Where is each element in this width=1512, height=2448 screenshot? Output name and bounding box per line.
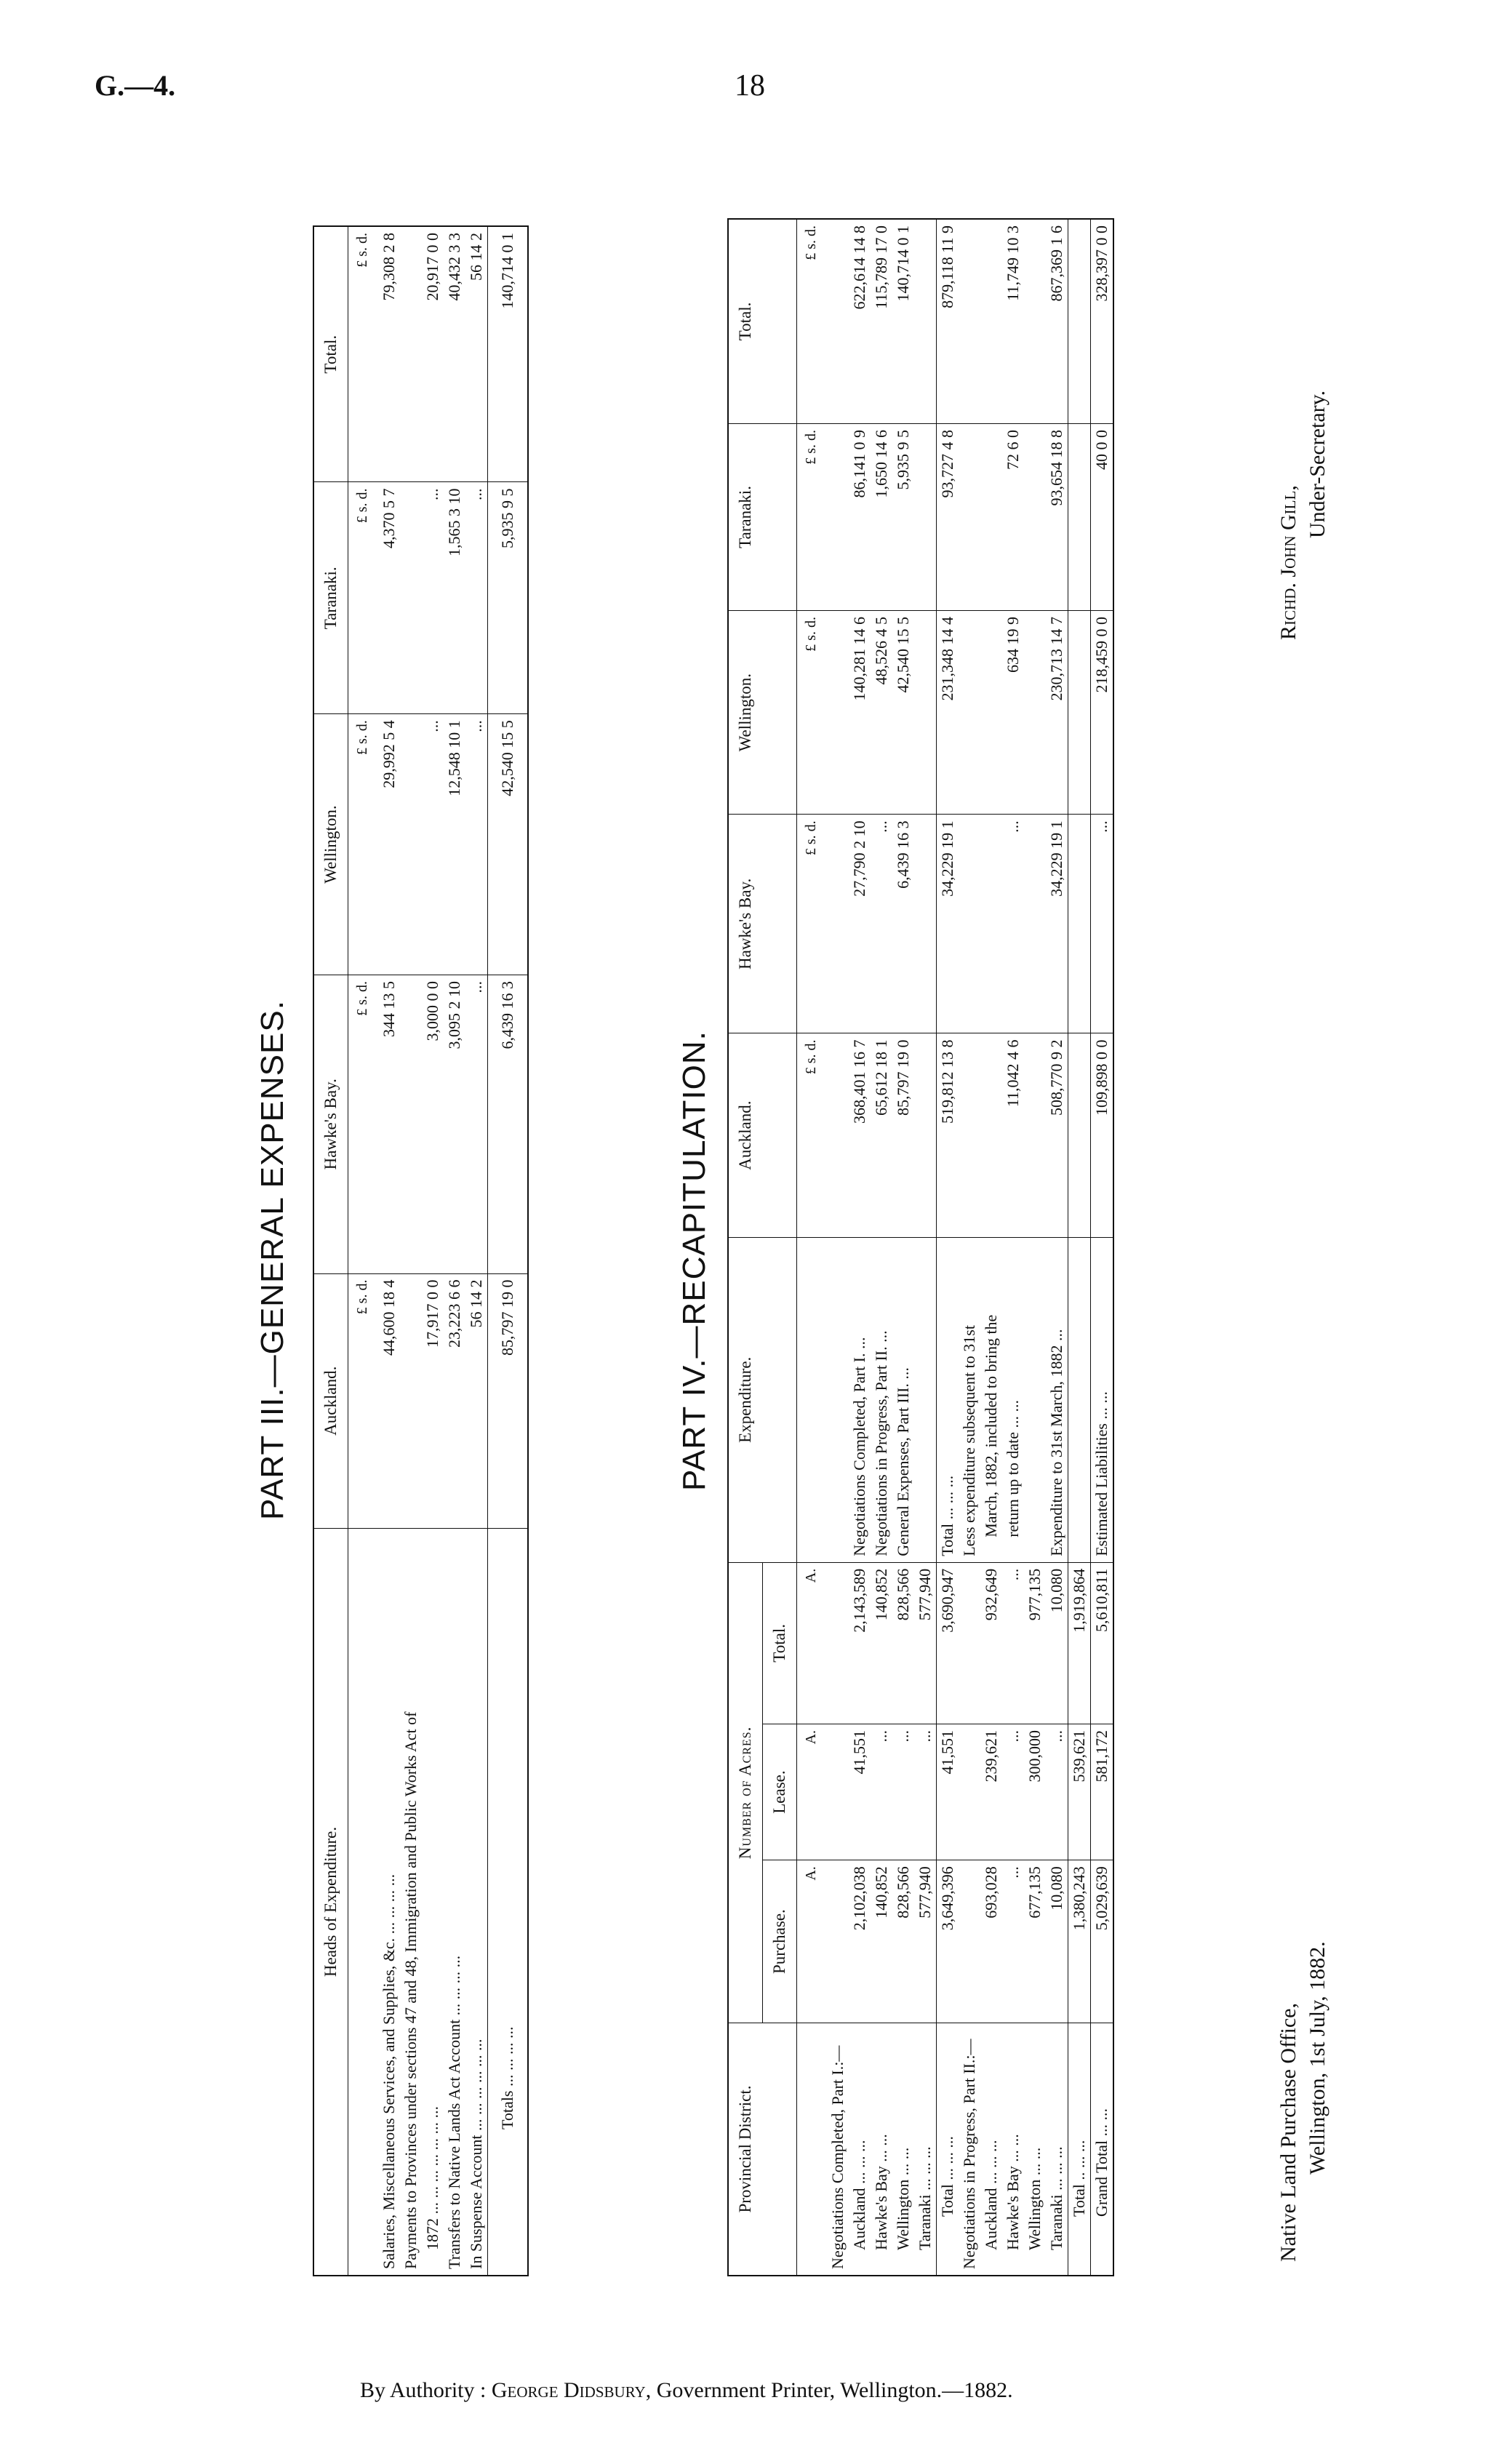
p4-cell	[1024, 423, 1046, 610]
imprint	[360, 2378, 1013, 2403]
table-row	[465, 226, 488, 2276]
p4-cell: 5,935 9 5	[892, 423, 914, 610]
p4-district: Taranaki ... ... ...	[916, 2146, 934, 2250]
p4-cell: ...	[871, 815, 892, 1033]
p4-cell: 828,566	[892, 1562, 914, 1724]
p4-expenditure	[1068, 1237, 1091, 1562]
p4-col-wellington: Wellington.	[728, 611, 797, 815]
table-row	[914, 219, 937, 2276]
p4-cell: 693,028	[980, 1860, 1002, 2023]
p4-col-lease: Lease.	[763, 1724, 797, 1860]
p4-cell: 85,797 19 0	[892, 1033, 914, 1237]
p4-col-auckland: Auckland.	[728, 1033, 797, 1237]
p4-cell: 328,397 0 0	[1091, 219, 1114, 423]
p4-cell	[1068, 815, 1091, 1033]
p4-cell: 34,229 19 1	[1046, 815, 1068, 1033]
p4-cell: 93,727 4 8	[937, 423, 959, 610]
p4-cell	[959, 1860, 980, 2023]
p3-cell: 40,432 3 3	[444, 226, 465, 482]
p4-cell	[980, 815, 1002, 1033]
p3-cell	[400, 482, 422, 714]
p4-cell	[1024, 219, 1046, 423]
p3-total-cell: 140,714 0 1	[488, 226, 529, 482]
table-row	[937, 219, 959, 2276]
p4-cell	[1068, 611, 1091, 815]
p4-cell: ...	[914, 1724, 937, 1860]
p4-cell: 109,898 0 0	[1091, 1033, 1114, 1237]
p4-expenditure: Less expenditure subsequent to 31st	[959, 1237, 980, 1562]
p4-expenditure: Total ... ... ...	[937, 1237, 959, 1562]
p4-cell	[1024, 611, 1046, 815]
p4-cell	[827, 423, 849, 610]
p4-cell: 622,614 14 8	[849, 219, 871, 423]
p4-acre-unit: A.	[797, 1562, 828, 1724]
p4-money-unit: £ s. d.	[797, 815, 828, 1033]
p3-head: 1872 ... ... ... ... ... ... ...	[423, 2106, 441, 2250]
p4-col-acres: Number of Acres.	[728, 1562, 763, 2023]
office-line-2: Wellington, 1st July, 1882.	[1305, 1941, 1329, 2175]
imprint-prefix: By Authority :	[360, 2378, 487, 2402]
p4-col-expenditure: Expenditure.	[728, 1237, 797, 1562]
p4-cell: 140,852	[871, 1562, 892, 1724]
imprint-suffix: , Government Printer, Wellington.—1882.	[645, 2378, 1013, 2402]
p4-cell	[827, 1860, 849, 2023]
p3-total-cell: 5,935 9 5	[488, 482, 529, 714]
p4-expenditure	[914, 1237, 937, 1562]
p4-cell	[959, 423, 980, 610]
p3-cell: 4,370 5 7	[378, 482, 400, 714]
p4-cell: 10,080	[1046, 1562, 1068, 1724]
printer-name: George Didsbury	[491, 2378, 646, 2402]
p4-cell: 3,690,947	[937, 1562, 959, 1724]
p4-cell: 48,526 4 5	[871, 611, 892, 815]
document-reference: G.—4.	[95, 69, 176, 102]
p3-cell: 29,992 5 4	[378, 714, 400, 975]
p4-district: Hawke's Bay ... ...	[872, 2134, 890, 2250]
signatory-name: Richd. John Gill,	[1276, 485, 1300, 640]
p4-cell	[914, 1033, 937, 1237]
p4-cell	[959, 1033, 980, 1237]
p4-expenditure: General Expenses, Part III. ...	[892, 1237, 914, 1562]
p4-expenditure: return up to date ... ...	[1002, 1237, 1024, 1562]
p4-cell: 230,713 14 7	[1046, 611, 1068, 815]
p4-cell	[914, 219, 937, 423]
p4-cell	[1024, 815, 1046, 1033]
p4-cell: 40 0 0	[1091, 423, 1114, 610]
p4-cell: 34,229 19 1	[937, 815, 959, 1033]
p4-expenditure: March, 1882, included to bring the	[980, 1237, 1002, 1562]
p4-cell	[914, 815, 937, 1033]
p4-cell: 11,749 10 3	[1002, 219, 1024, 423]
p4-col-purchase: Purchase.	[763, 1860, 797, 2023]
p4-cell: 140,852	[871, 1860, 892, 2023]
p4-district: Negotiations Completed, Part I.:—	[828, 2045, 847, 2269]
p4-cell	[980, 423, 1002, 610]
p4-cell: 42,540 15 5	[892, 611, 914, 815]
p3-cell: 20,917 0 0	[422, 226, 444, 482]
p4-expenditure	[827, 1237, 849, 1562]
p4-cell: 5,029,639	[1091, 1860, 1114, 2023]
table-row	[980, 219, 1002, 2276]
p4-cell: ...	[1002, 1562, 1024, 1724]
p3-cell: ...	[422, 714, 444, 975]
p4-cell	[959, 611, 980, 815]
p3-cell: 56 14 2	[465, 226, 488, 482]
office-line-1: Native Land Purchase Office,	[1276, 2003, 1300, 2262]
p4-cell: ...	[1002, 1860, 1024, 2023]
p4-cell	[980, 219, 1002, 423]
p4-cell	[959, 1562, 980, 1724]
p4-cell: 977,135	[1024, 1562, 1046, 1724]
p3-cell: 344 13 5	[378, 975, 400, 1273]
p4-cell: 508,770 9 2	[1046, 1033, 1068, 1237]
p3-unit: £ s. d.	[348, 714, 379, 975]
p3-cell	[400, 1273, 422, 1528]
p3-cell	[400, 975, 422, 1273]
p4-cell: 677,135	[1024, 1860, 1046, 2023]
p4-cell: ...	[1002, 815, 1024, 1033]
p4-cell: 41,551	[937, 1724, 959, 1860]
p3-cell: ...	[465, 482, 488, 714]
p4-col-hawkes-bay: Hawke's Bay.	[728, 815, 797, 1033]
part3-table	[313, 225, 529, 2276]
p3-head: Salaries, Miscellaneous Services, and Supplies, &c. ... ... ... ...	[380, 1873, 398, 2269]
p3-cell: 23,223 6 6	[444, 1273, 465, 1528]
p3-cell: ...	[465, 975, 488, 1273]
p4-cell: 519,812 13 8	[937, 1033, 959, 1237]
p4-cell: 86,141 0 9	[849, 423, 871, 610]
p3-col-auckland: Auckland.	[313, 1273, 348, 1528]
p4-cell: 11,042 4 6	[1002, 1033, 1024, 1237]
p4-cell	[980, 1033, 1002, 1237]
p3-total-cell: 6,439 16 3	[488, 975, 529, 1273]
p4-cell	[1068, 219, 1091, 423]
rotated-sheet	[145, 153, 1367, 2305]
p4-cell: 140,714 0 1	[892, 219, 914, 423]
p4-cell: 1,919,864	[1068, 1562, 1091, 1724]
p4-money-unit: £ s. d.	[797, 423, 828, 610]
p4-money-unit: £ s. d.	[797, 219, 828, 423]
p4-acre-unit: A.	[797, 1724, 828, 1860]
p4-cell: 828,566	[892, 1860, 914, 2023]
table-row	[1068, 219, 1091, 2276]
p4-cell: ...	[1091, 815, 1114, 1033]
p4-cell	[914, 611, 937, 815]
p4-cell	[827, 1724, 849, 1860]
p3-cell: 3,095 2 10	[444, 975, 465, 1273]
p4-cell: 634 19 9	[1002, 611, 1024, 815]
p4-cell: 3,649,396	[937, 1860, 959, 2023]
table-row	[1002, 219, 1024, 2276]
p4-col-district: Provincial District.	[728, 2023, 797, 2276]
p3-cell: 79,308 2 8	[378, 226, 400, 482]
p3-col-taranaki: Taranaki.	[313, 482, 348, 714]
p4-cell	[827, 815, 849, 1033]
p4-expenditure: Negotiations in Progress, Part II. ...	[871, 1237, 892, 1562]
p4-cell	[1068, 423, 1091, 610]
p4-col-taranaki: Taranaki.	[728, 423, 797, 610]
p4-expenditure	[1024, 1237, 1046, 1562]
p4-district: Auckland ... ... ...	[850, 2140, 868, 2250]
p3-col-wellington: Wellington.	[313, 714, 348, 975]
p4-cell: 539,621	[1068, 1724, 1091, 1860]
p4-district: Total ... ... ...	[937, 2023, 959, 2276]
p4-cell: 140,281 14 6	[849, 611, 871, 815]
p4-cell: ...	[1046, 1724, 1068, 1860]
p4-cell: 65,612 18 1	[871, 1033, 892, 1237]
p4-cell: 6,439 16 3	[892, 815, 914, 1033]
p4-cell	[959, 1724, 980, 1860]
p4-money-unit: £ s. d.	[797, 1033, 828, 1237]
table-row	[1091, 219, 1114, 2276]
totals-row	[488, 226, 529, 2276]
table-row	[378, 226, 400, 2276]
p4-expenditure: Estimated Liabilities ... ...	[1091, 1237, 1114, 1562]
p4-cell: 239,621	[980, 1724, 1002, 1860]
p4-district: Wellington ... ...	[1025, 2147, 1044, 2250]
p4-district: Grand Total ... ...	[1091, 2023, 1114, 2276]
p4-district: Negotiations in Progress, Part II.:—	[960, 2039, 978, 2269]
p4-cell	[959, 815, 980, 1033]
p4-cell: 867,369 1 6	[1046, 219, 1068, 423]
table-row	[827, 219, 849, 2276]
p4-cell: 115,789 17 0	[871, 219, 892, 423]
table-row	[1046, 219, 1068, 2276]
p4-expenditure: Negotiations Completed, Part I. ...	[849, 1237, 871, 1562]
p4-cell	[914, 423, 937, 610]
p3-cell: ...	[422, 482, 444, 714]
table-row	[444, 226, 465, 2276]
p4-cell: 368,401 16 7	[849, 1033, 871, 1237]
p4-cell: 581,172	[1091, 1724, 1114, 1860]
part4-table	[727, 218, 1114, 2276]
p3-cell: 12,548 10 1	[444, 714, 465, 975]
p4-cell: ...	[871, 1724, 892, 1860]
p3-col-total: Total.	[313, 226, 348, 482]
p4-cell	[1068, 1033, 1091, 1237]
p3-head: Payments to Provinces under sections 47 and 48, Immigration and Public Works Act of	[401, 1711, 420, 2269]
p3-cell: 1,565 3 10	[444, 482, 465, 714]
p3-unit: £ s. d.	[348, 226, 379, 482]
p3-cell: 44,600 18 4	[378, 1273, 400, 1528]
page-number: 18	[735, 69, 765, 103]
p3-cell	[400, 226, 422, 482]
p3-total-cell: 85,797 19 0	[488, 1273, 529, 1528]
p4-cell: 93,654 18 8	[1046, 423, 1068, 610]
p4-cell: 27,790 2 10	[849, 815, 871, 1033]
p3-unit: £ s. d.	[348, 975, 379, 1273]
table-row	[400, 226, 422, 2276]
p4-cell: ...	[892, 1724, 914, 1860]
p4-cell: 2,102,038	[849, 1860, 871, 2023]
p3-col-heads: Heads of Expenditure.	[313, 1529, 348, 2276]
p4-district: Total .. ... ...	[1068, 2023, 1091, 2276]
p3-cell: 56 14 2	[465, 1273, 488, 1528]
p4-cell: 41,551	[849, 1724, 871, 1860]
part4-title: PART IV.—RECAPITULATION.	[676, 1031, 712, 1491]
p4-cell: 5,610,811	[1091, 1562, 1114, 1724]
p4-cell: 1,380,243	[1068, 1860, 1091, 2023]
p4-cell: 72 6 0	[1002, 423, 1024, 610]
p4-cell	[959, 219, 980, 423]
p4-cell: 577,940	[914, 1860, 937, 2023]
p4-acre-unit: A.	[797, 1860, 828, 2023]
p3-unit: £ s. d.	[348, 482, 379, 714]
p4-cell: 932,649	[980, 1562, 1002, 1724]
p4-cell: 300,000	[1024, 1724, 1046, 1860]
part3-title: PART III.—GENERAL EXPENSES.	[255, 1000, 290, 1520]
p4-district: Auckland ... ... ...	[982, 2140, 1000, 2250]
p4-cell: 879,118 11 9	[937, 219, 959, 423]
p4-cell	[827, 1033, 849, 1237]
p4-money-unit: £ s. d.	[797, 611, 828, 815]
table-row	[871, 219, 892, 2276]
p3-total-cell: 42,540 15 5	[488, 714, 529, 975]
p3-unit: £ s. d.	[348, 1273, 379, 1528]
p3-cell: 17,917 0 0	[422, 1273, 444, 1528]
p4-cell	[827, 611, 849, 815]
p4-cell: ...	[1002, 1724, 1024, 1860]
p4-cell	[827, 1562, 849, 1724]
p3-col-hawkes-bay: Hawke's Bay.	[313, 975, 348, 1273]
p4-district: Wellington ... ...	[894, 2147, 912, 2250]
p4-cell: 1,650 14 6	[871, 423, 892, 610]
table-row	[959, 219, 980, 2276]
p4-district: Hawke's Bay ... ...	[1004, 2134, 1022, 2250]
table-row	[422, 226, 444, 2276]
p4-cell	[1024, 1033, 1046, 1237]
signatory-title: Under-Secretary.	[1305, 390, 1329, 538]
p4-cell: 218,459 0 0	[1091, 611, 1114, 815]
p4-cell: 2,143,589	[849, 1562, 871, 1724]
p3-head: Transfers to Native Lands Act Account ... ... ... ...	[445, 1955, 463, 2269]
p4-cell: 10,080	[1046, 1860, 1068, 2023]
p4-col-acres-total: Total.	[763, 1562, 797, 1724]
table-row	[892, 219, 914, 2276]
p3-cell: ...	[465, 714, 488, 975]
p4-cell	[980, 611, 1002, 815]
table-row	[849, 219, 871, 2276]
p4-cell	[827, 219, 849, 423]
p3-cell	[400, 714, 422, 975]
p4-expenditure: Expenditure to 31st March, 1882 ...	[1046, 1237, 1068, 1562]
p3-cell: 3,000 0 0	[422, 975, 444, 1273]
p4-cell: 231,348 14 4	[937, 611, 959, 815]
table-row	[1024, 219, 1046, 2276]
p4-district: Taranaki ... ... ...	[1047, 2146, 1065, 2250]
p4-col-total: Total.	[728, 219, 797, 423]
p3-totals-label: Totals ... ... ... ...	[488, 1529, 529, 2276]
p4-cell: 577,940	[914, 1562, 937, 1724]
p3-head: In Suspense Account ... ... ... ... ... ...	[467, 2039, 485, 2269]
